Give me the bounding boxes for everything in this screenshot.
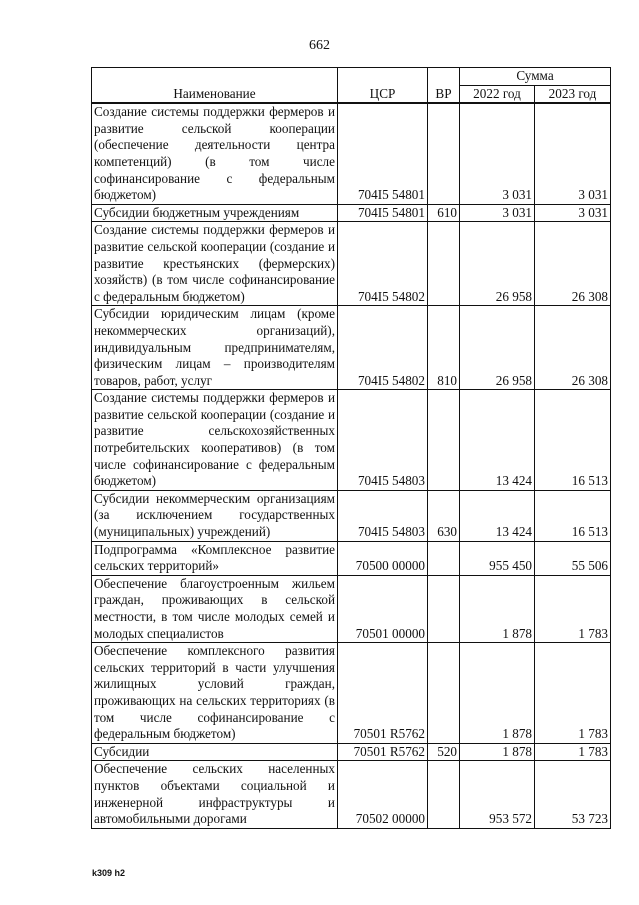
row-sum-2022: 13 424 [460, 390, 535, 491]
row-sum-2023: 1 783 [535, 643, 611, 744]
budget-table [91, 67, 611, 829]
row-sum-2022: 26 958 [460, 222, 535, 306]
row-name: Субсидии [92, 743, 338, 761]
row-name: Создание системы поддержки фермеров и развитие сельской кооперации (создание и развитие крестьянских (фермерских) хозяйств) (в том числе софинансирование с федеральным бюджетом) [92, 222, 338, 306]
header-sum: Сумма [460, 68, 611, 86]
row-sum-2022: 953 572 [460, 761, 535, 828]
row-sum-2023: 55 506 [535, 541, 611, 575]
row-vr: 630 [428, 490, 460, 541]
row-vr: 520 [428, 743, 460, 761]
row-csr: 704I5 54803 [338, 390, 428, 491]
header-vr: ВР [428, 68, 460, 104]
table-row [92, 490, 611, 541]
row-vr: 610 [428, 204, 460, 222]
page-number: 662 [309, 38, 330, 53]
row-csr: 704I5 54801 [338, 103, 428, 204]
header-name: Наименование [92, 68, 338, 104]
table-header [92, 68, 611, 104]
footer-code: k309 h2 [92, 868, 126, 878]
row-sum-2022: 3 031 [460, 204, 535, 222]
row-csr: 70502 00000 [338, 761, 428, 828]
row-csr: 704I5 54802 [338, 306, 428, 390]
row-csr: 70500 00000 [338, 541, 428, 575]
table-row [92, 643, 611, 744]
row-vr [428, 390, 460, 491]
table-row [92, 306, 611, 390]
header-year-2022: 2022 год [460, 85, 535, 103]
row-name: Создание системы поддержки фермеров и развитие сельской кооперации (обеспечение деятельности центра компетенций) (в том числе софинансирование с федеральным бюджетом) [92, 103, 338, 204]
row-csr: 704I5 54801 [338, 204, 428, 222]
row-name: Субсидии некоммерческим организациям (за исключением государственных (муниципальных) учреждений) [92, 490, 338, 541]
header-csr: ЦСР [338, 68, 428, 104]
table-row [92, 575, 611, 642]
row-sum-2023: 26 308 [535, 222, 611, 306]
row-sum-2022: 1 878 [460, 575, 535, 642]
table-row [92, 204, 611, 222]
row-sum-2022: 3 031 [460, 103, 535, 204]
row-vr [428, 103, 460, 204]
table-row [92, 103, 611, 204]
row-csr: 704I5 54803 [338, 490, 428, 541]
row-sum-2023: 3 031 [535, 204, 611, 222]
row-sum-2022: 1 878 [460, 743, 535, 761]
row-vr [428, 643, 460, 744]
row-csr: 704I5 54802 [338, 222, 428, 306]
table-row [92, 222, 611, 306]
row-vr [428, 222, 460, 306]
table-row [92, 390, 611, 491]
row-csr: 70501 R5762 [338, 743, 428, 761]
row-csr: 70501 R5762 [338, 643, 428, 744]
row-sum-2023: 16 513 [535, 390, 611, 491]
row-sum-2023: 3 031 [535, 103, 611, 204]
row-name: Обеспечение комплексного развития сельских территорий в части улучшения жилищных условий граждан, проживающих на сельских территориях (в том числе софинансирование с федеральным бюджетом) [92, 643, 338, 744]
row-name: Обеспечение сельских населенных пунктов объектами социальной и инженерной инфраструктуры и автомобильными дорогами [92, 761, 338, 828]
table-body [92, 103, 611, 828]
row-sum-2023: 53 723 [535, 761, 611, 828]
row-sum-2023: 16 513 [535, 490, 611, 541]
row-sum-2023: 26 308 [535, 306, 611, 390]
table-row [92, 541, 611, 575]
row-name: Обеспечение благоустроенным жильем граждан, проживающих в сельской местности, в том числе молодых семей и молодых специалистов [92, 575, 338, 642]
row-sum-2022: 955 450 [460, 541, 535, 575]
row-sum-2023: 1 783 [535, 743, 611, 761]
row-sum-2022: 13 424 [460, 490, 535, 541]
row-name: Создание системы поддержки фермеров и развитие сельской кооперации (создание и развитие сельскохозяйственных потребительских кооперативов) (в том числе софинансирование с федеральным бюджетом) [92, 390, 338, 491]
row-vr: 810 [428, 306, 460, 390]
header-year-2023: 2023 год [535, 85, 611, 103]
row-sum-2022: 1 878 [460, 643, 535, 744]
row-sum-2023: 1 783 [535, 575, 611, 642]
row-sum-2022: 26 958 [460, 306, 535, 390]
row-name: Субсидии юридическим лицам (кроме некоммерческих организаций), индивидуальным предпринимателям, физическим лицам – производителям товаров, работ, услуг [92, 306, 338, 390]
row-vr [428, 575, 460, 642]
row-vr [428, 761, 460, 828]
row-name: Подпрограмма «Комплексное развитие сельских территорий» [92, 541, 338, 575]
table-row [92, 761, 611, 828]
row-name: Субсидии бюджетным учреждениям [92, 204, 338, 222]
table-row [92, 743, 611, 761]
row-vr [428, 541, 460, 575]
row-csr: 70501 00000 [338, 575, 428, 642]
